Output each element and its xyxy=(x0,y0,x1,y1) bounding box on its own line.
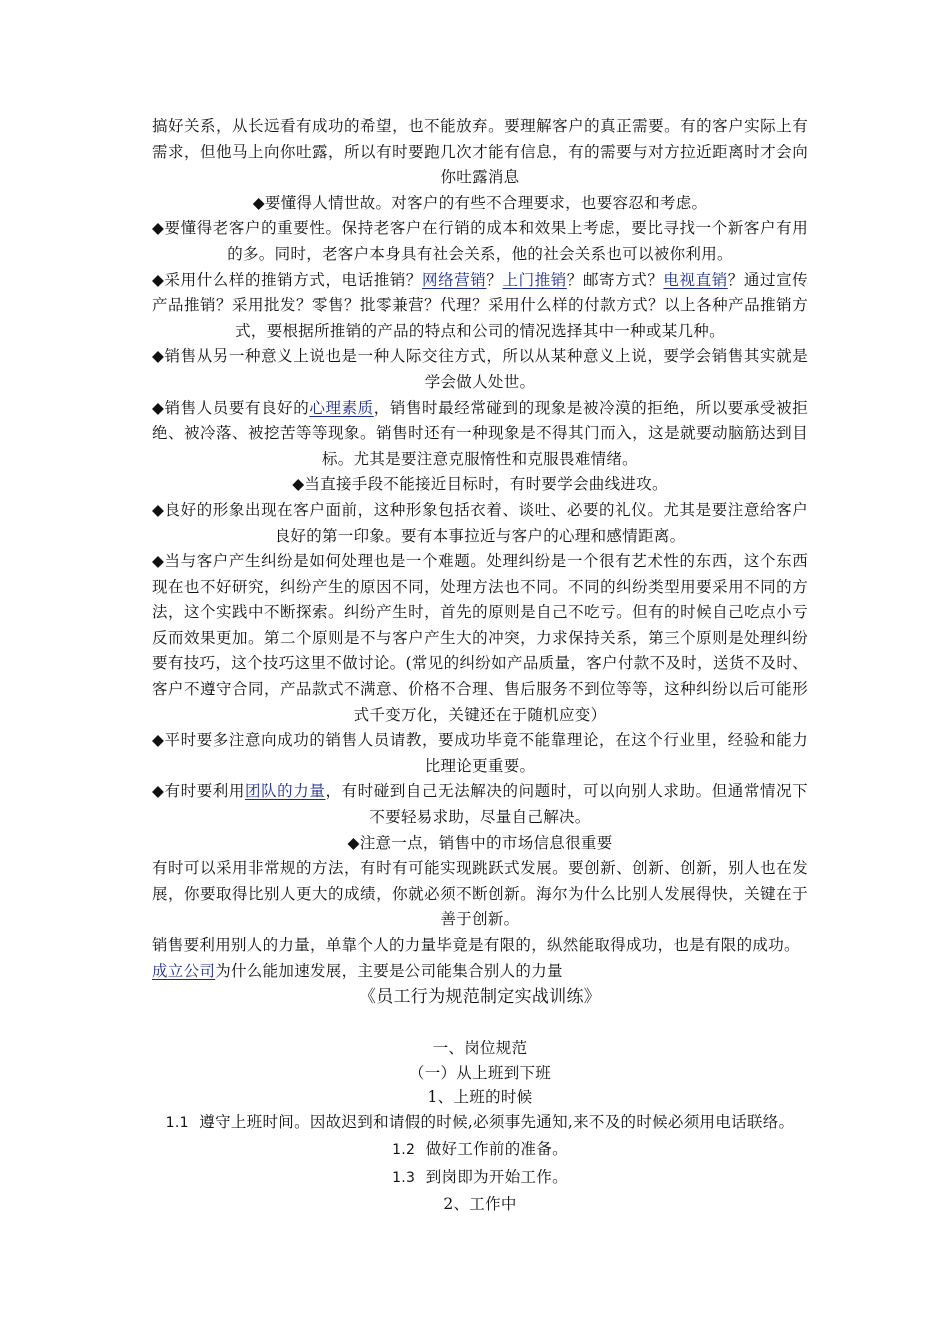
paragraph xyxy=(152,779,808,830)
document-title: 《员工行为规范制定实战训练》 xyxy=(358,987,602,1008)
inline-link[interactable]: 网络营销 xyxy=(422,270,487,289)
inline-link[interactable]: 上门推销 xyxy=(502,270,567,289)
paragraph xyxy=(152,498,808,549)
paragraph-text: ◆有时要利用 xyxy=(152,782,245,801)
paragraph-text: ◆当与客户产生纠纷是如何处理也是一个难题。处理纠纷是一个很有艺术性的东西，这个东西现在也不好研究，纠纷产生的原因不同，处理方法也不同。不同的纠纷类型用要采用不同的方法，这个实践中不断探索。纠纷产生时，首先的原则是自己不吃亏。但有的时候自己吃点小亏反而效果更加。第二个原则是不与客户产生大的冲突，力求保持关系，第三个原则是处理纠纷要有技巧，这个技巧这里不做讨论。(常见的纠纷如产品质量，客户付款不及时，送货不及时、客户不遵守合同，产品款式不满意、价格不合理、售后服务不到位等等，这种纠纷以后可能形式千变万化，关键还在于随机应变） xyxy=(152,552,808,724)
list-item-number: 1.1 xyxy=(165,1114,189,1131)
paragraph-text: ？邮寄方式？ xyxy=(566,270,664,289)
list-item xyxy=(152,1137,808,1163)
paragraph-text: 为什么能加速发展，主要是公司能集合别人的力量 xyxy=(215,961,563,980)
blank-line xyxy=(152,1010,808,1036)
paragraph xyxy=(152,472,808,498)
section-heading: 一、岗位规范 xyxy=(432,1039,528,1058)
paragraph-text: ◆销售从另一种意义上说也是一种人际交往方式，所以从某种意义上说，要学会销售其实就是学会做人处世。 xyxy=(152,347,808,391)
paragraph-text: 搞好关系，从长远看有成功的希望，也不能放弃。要理解客户的真正需要。有的客户实际上有需求，但他马上向你吐露，所以有时要跑几次才能有信息，有的需要与对方拉近距离时才会向你吐露消息 xyxy=(152,117,808,187)
paragraph xyxy=(152,344,808,395)
paragraph xyxy=(152,933,808,984)
paragraph-text: ◆平时要多注意向成功的销售人员请教，要成功毕竟不能靠理论，在这个行业里，经验和能力比理论更重要。 xyxy=(152,731,808,775)
paragraph xyxy=(152,396,808,473)
paragraph xyxy=(152,191,808,217)
inline-link[interactable]: 成立公司 xyxy=(152,961,216,980)
paragraph-text: ◆销售人员要有良好的 xyxy=(152,398,310,417)
paragraph-text: ？通过宣传产品推销？采用批发？零售？批零兼营？代理？采用什么样的付款方式？以上各种产品推销方式，要根据所推销的产品的特点和公司的情况选择其中一种或某几种。 xyxy=(152,270,808,340)
paragraph xyxy=(152,216,808,267)
paragraph xyxy=(152,856,808,933)
list-item-text: 到岗即为开始工作。 xyxy=(425,1167,568,1186)
paragraph xyxy=(152,549,808,728)
list-item xyxy=(152,1165,808,1191)
paragraph-text: 有时可以采用非常规的方法，有时有可能实现跳跃式发展。要创新、创新、创新，别人也在发展，你要取得比别人更大的成绩，你就必须不断创新。海尔为什么比别人发展得快，关键在于善于创新。 xyxy=(152,859,808,929)
paragraph xyxy=(152,728,808,779)
list-item-text: 遵守上班时间。因故迟到和请假的时候,必须事先通知,来不及的时候必须用电话联络。 xyxy=(199,1112,795,1131)
list-item-number: 1.2 xyxy=(392,1142,416,1159)
document-body xyxy=(152,114,808,1217)
paragraph xyxy=(152,831,808,857)
inline-link[interactable]: 心理素质 xyxy=(309,398,374,417)
paragraph-text: ？ xyxy=(486,270,503,289)
paragraph xyxy=(152,268,808,345)
paragraph-text: ◆采用什么样的推销方式，电话推销？ xyxy=(152,270,423,289)
item-heading: 2、工作中 xyxy=(443,1195,517,1214)
subsection-heading: （一）从上班到下班 xyxy=(408,1063,552,1082)
list-item-number: 1.3 xyxy=(392,1169,416,1186)
paragraph-text: ◆良好的形象出现在客户面前，这种形象包括衣着、谈吐、必要的礼仪。尤其是要注意给客户良好的第一印象。要有本事拉近与客户的心理和感情距离。 xyxy=(152,500,808,545)
paragraph-text: 销售要利用别人的力量，单靠个人的力量毕竟是有限的，纵然能取得成功，也是有限的成功。 xyxy=(152,936,800,954)
paragraph-text: ，销售时最经常碰到的现象是被冷漠的拒绝，所以要承受被拒绝、被冷落、被挖苦等等现象。销售时还有一种现象是不得其门而入，这是就要动脑筋达到目标。尤其是要注意克服惰性和克服畏难情绪。 xyxy=(152,398,809,468)
inline-link[interactable]: 团队的力量 xyxy=(244,782,326,801)
list-item xyxy=(152,1110,808,1136)
paragraph xyxy=(152,114,808,191)
list-item-text: 做好工作前的准备。 xyxy=(425,1140,568,1159)
item-heading: 1、上班的时候 xyxy=(427,1088,533,1107)
inline-link[interactable]: 电视直销 xyxy=(663,270,728,289)
paragraph-text: ◆注意一点，销售中的市场信息很重要 xyxy=(347,833,613,852)
paragraph-text: ◆要懂得老客户的重要性。保持老客户在行销的成本和效果上考虑，要比寻找一个新客户有用的多。同时，老客户本身具有社会关系，他的社会关系也可以被你利用。 xyxy=(152,219,808,263)
paragraph-text: ◆要懂得人情世故。对客户的有些不合理要求，也要容忍和考虑。 xyxy=(252,193,708,212)
paragraph-text: ，有时碰到自己无法解决的问题时，可以向别人求助。但通常情况下不要轻易求助，尽量自己解决。 xyxy=(325,782,808,827)
paragraph-text: ◆当直接手段不能接近目标时，有时要学会曲线进攻。 xyxy=(292,475,668,494)
